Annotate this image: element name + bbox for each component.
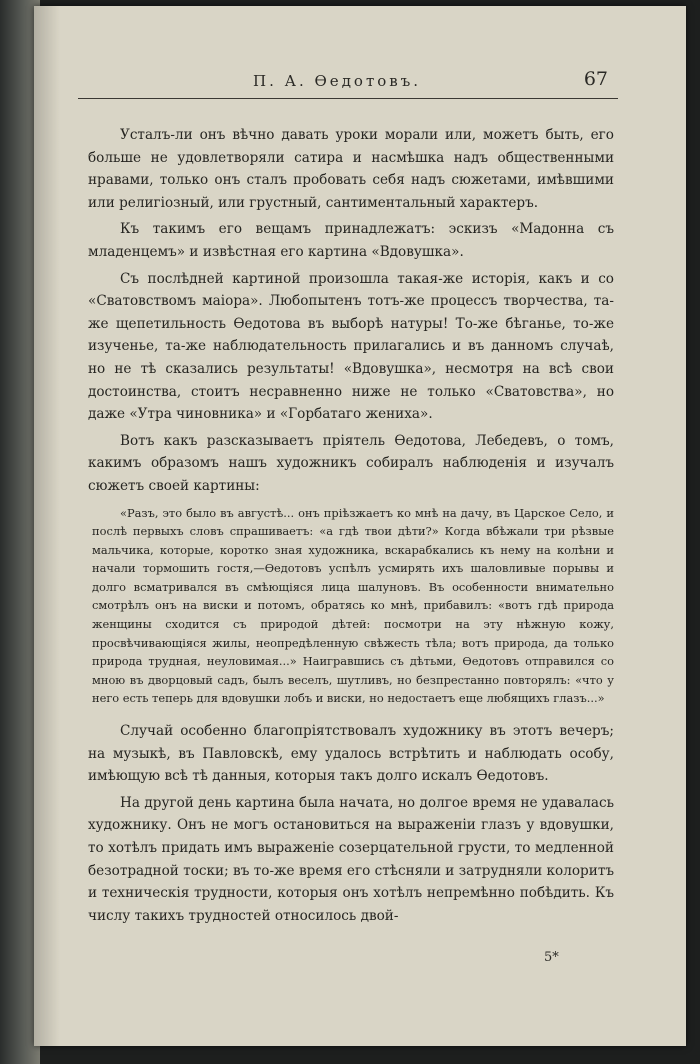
page-number: 67 bbox=[583, 68, 608, 90]
paragraph: Случай особенно благопріятствовалъ художнику въ этотъ вечеръ; на музыкѣ, въ Павловскѣ, ему удалось встрѣтить и наблюдать особу, имѣющую всѣ тѣ данныя, которыя такъ долго искалъ Ѳедотовъ. bbox=[88, 723, 614, 785]
paragraph: Съ послѣдней картиной произошла такая-же исторія, какъ и со «Сватовствомъ маіора». Любопытенъ тотъ-же процессъ творчества, та-же щепетильность Ѳедотова въ выборѣ натуры! То-же бѣганье, то-же изученье, та-же наблюдательность прилагались и въ данномъ случаѣ, но не тѣ сказались результаты! «Вдовушка», несмотря на всѣ свои достоинства, стоитъ несравненно ниже не только «Сватовства», но даже «Утра чиновника» и «Горбатаго жениха». bbox=[88, 270, 614, 423]
book-page bbox=[34, 6, 686, 1046]
paragraph: На другой день картина была начата, но долгое время не удавалась художнику. Онъ не могъ остановиться на выраженіи глазъ у вдовушки, то хотѣлъ придать имъ выраженіе созерцательной грусти, то медленной безотрадной тоски; въ то-же время его стѣсняли и затрудняли колоритъ и техническія трудности, которыя онъ хотѣлъ непремѣнно побѣдить. Къ числу такихъ трудностей относилось двой- bbox=[88, 794, 614, 924]
paragraph: Вотъ какъ разсказываетъ пріятель Ѳедотова, Лебедевъ, о томъ, какимъ образомъ нашъ художникъ собиралъ наблюденія и изучалъ сюжетъ своей картины: bbox=[88, 432, 614, 494]
paragraph: Къ такимъ его вещамъ принадлежатъ: эскизъ «Мадонна съ младенцемъ» и извѣстная его картина «Вдовушка». bbox=[88, 221, 614, 260]
page-header bbox=[78, 68, 618, 99]
body-text bbox=[88, 124, 614, 931]
quote-text: «Разъ, это было въ августѣ... онъ пріѣзжаетъ ко мнѣ на дачу, въ Царское Село, и послѣ первыхъ словъ спрашиваетъ: «а гдѣ твои дѣти?» Когда вбѣжали три рѣзвые мальчика, которые, коротко зная художника, вскарабкались къ нему на колѣни и начали тормошить гостя,—Ѳедотовъ успѣлъ усмирять ихъ шаловливые порывы и долго всматривался въ смѣющіяся лица шалуновъ. Въ особенности внимательно смотрѣлъ онъ на виски и потомъ, обратясь ко мнѣ, прибавилъ: «вотъ гдѣ природа женщины сходится съ природой дѣтей: посмотри на эту нѣжную кожу, просвѣчивающіяся жилы, неопредѣленную свѣжесть тѣла; вотъ природа, да только природа трудная, неуловимая...» Наигравшись съ дѣтьми, Ѳедотовъ отправился со мною въ дворцовый садъ, былъ веселъ, шутливъ, но безпрестанно повторялъ: «что у него есть теперь для вдовушки лобъ и виски, но недостаетъ еще любящихъ глазъ...» bbox=[92, 505, 614, 706]
signature-mark: 5* bbox=[544, 950, 559, 965]
block-quote bbox=[88, 504, 614, 709]
running-title: П. А. Ѳедотовъ. bbox=[253, 72, 422, 90]
paragraph: Усталъ-ли онъ вѣчно давать уроки морали или, можетъ быть, его больше не удовлетворяли сатира и насмѣшка надъ общественными нравами, только онъ сталъ пробовать себя надъ сюжетами, имѣвшими или религіозный, или грустный, сантиментальный характеръ. bbox=[88, 127, 614, 211]
